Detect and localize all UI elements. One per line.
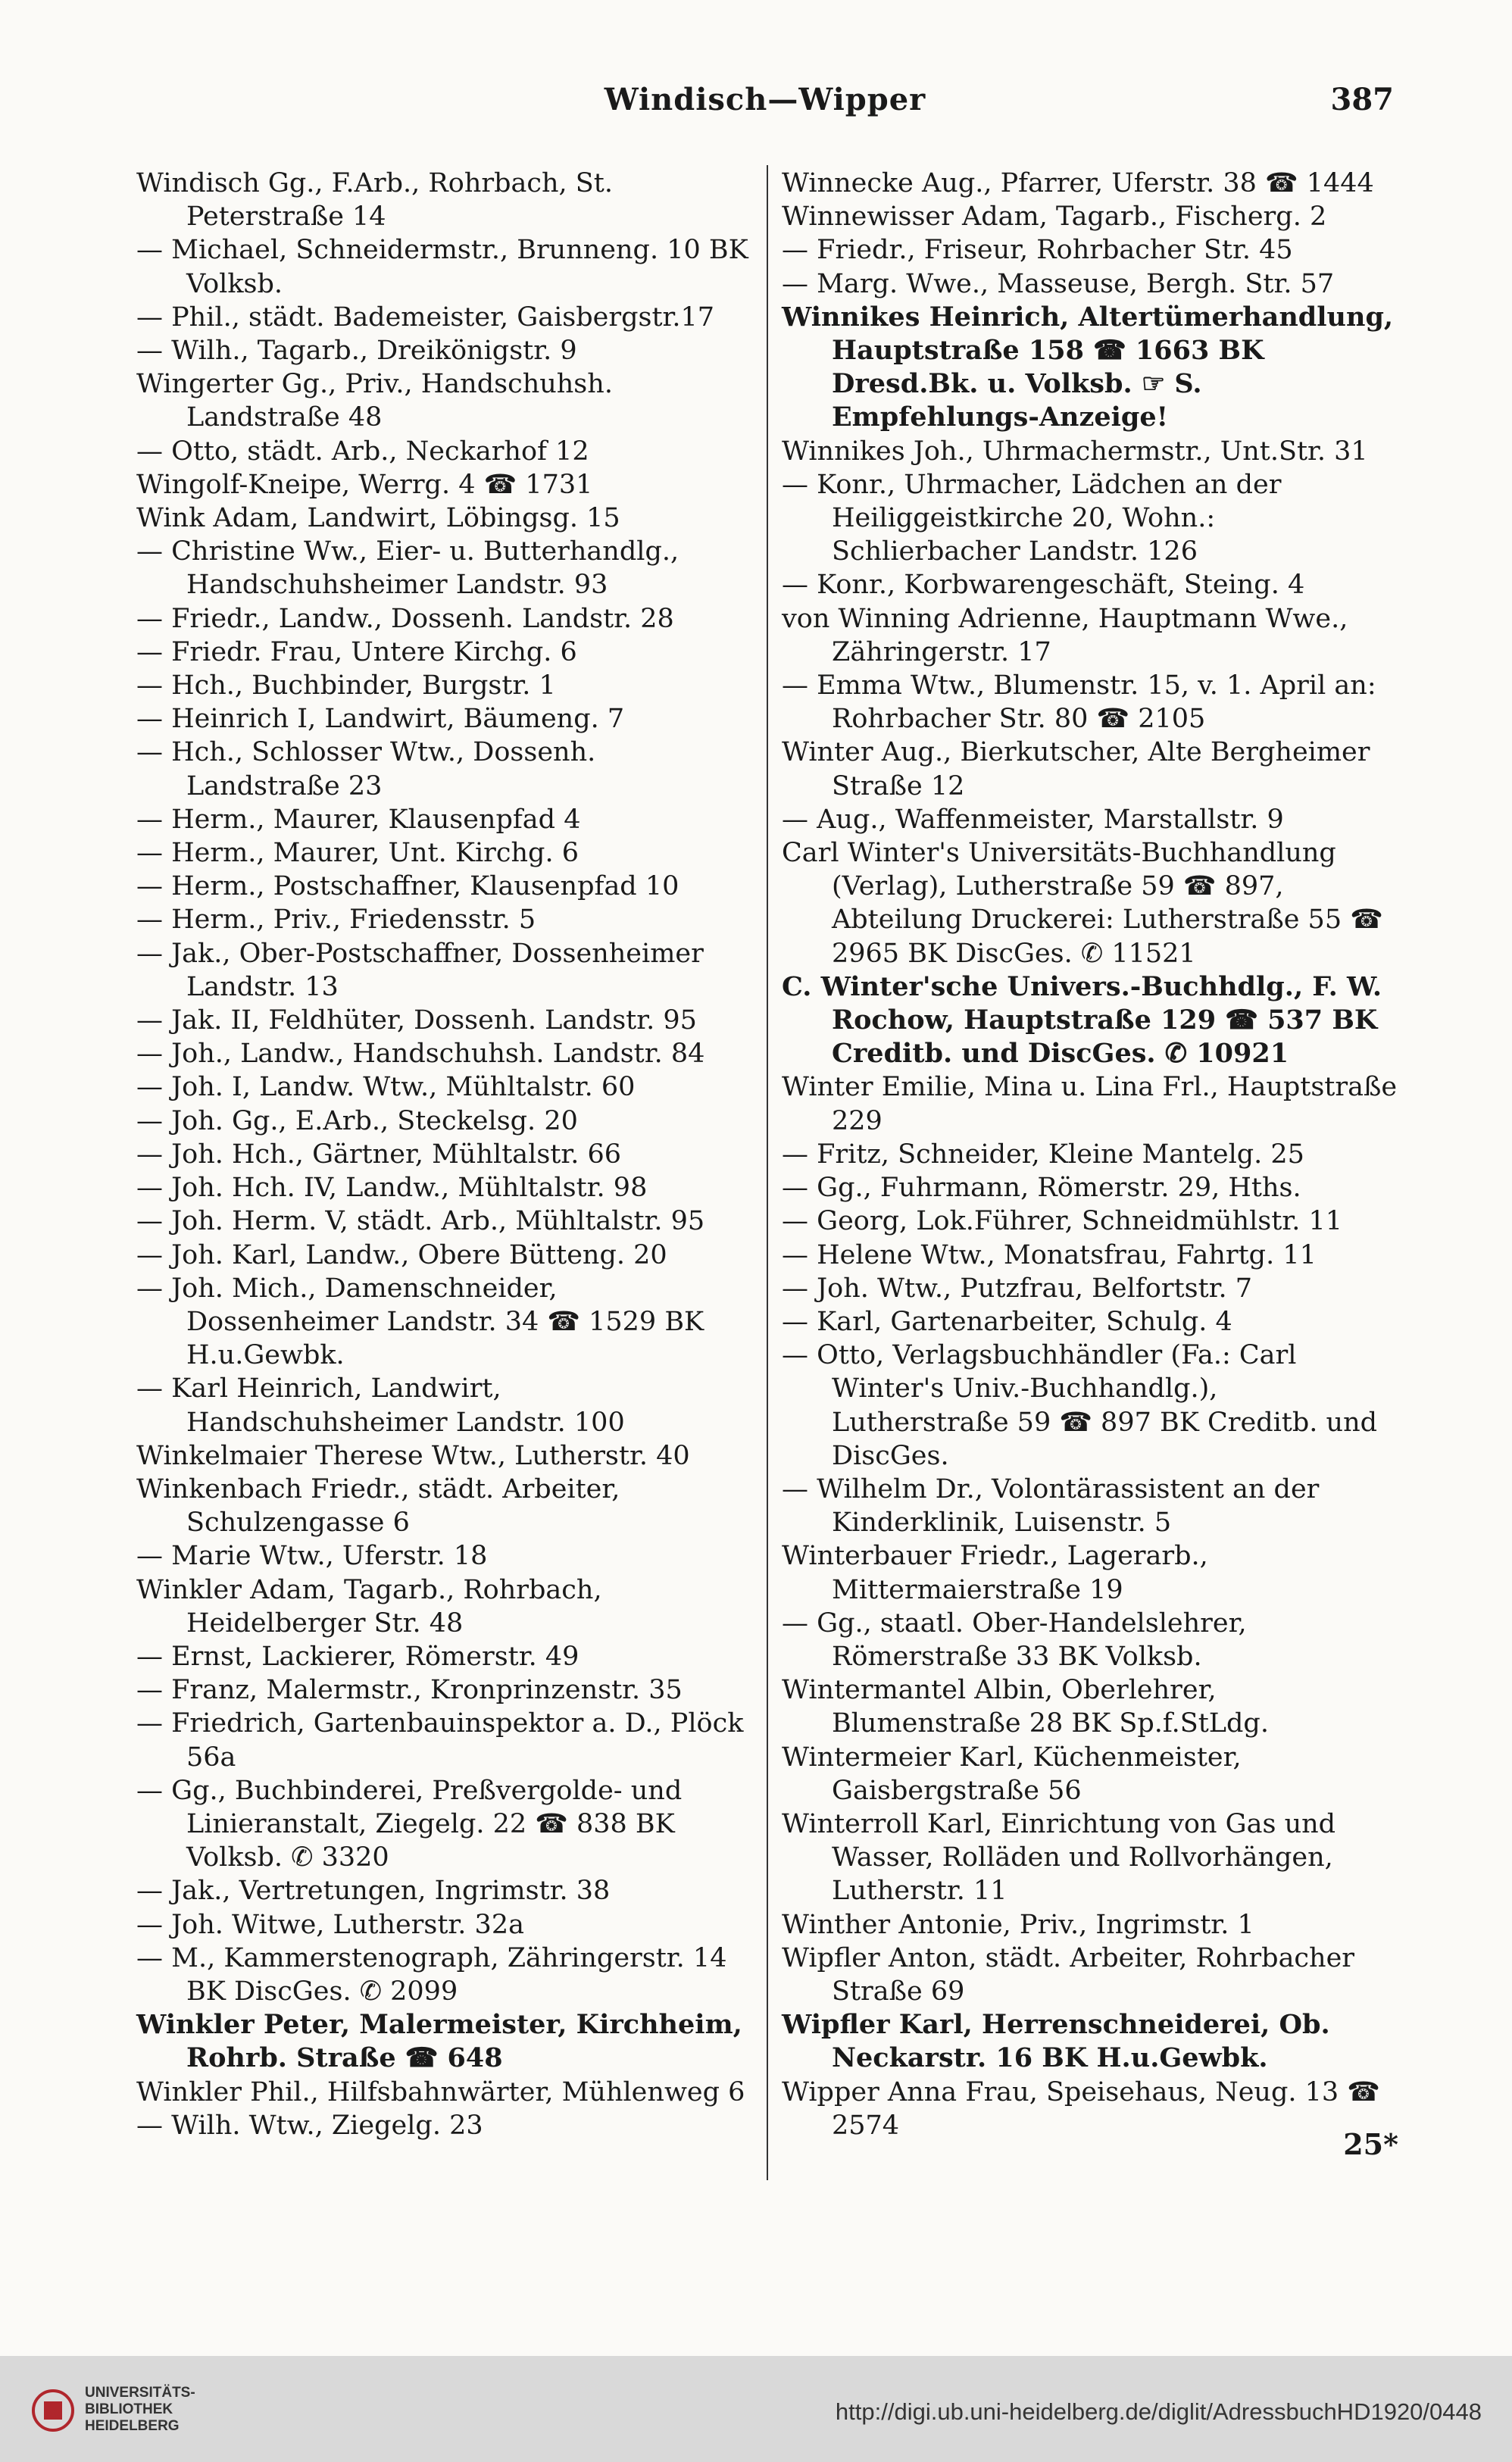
- directory-entry: Winnewisser Adam, Tagarb., Fischerg. 2: [782, 202, 1327, 233]
- directory-entry: Wipper Anna Frau, Speisehaus, Neug. 13 ☎ 2574: [782, 2076, 1380, 2141]
- directory-entry: — Herm., Postschaffner, Klausenpfad 10: [136, 871, 679, 902]
- viewer-footer: [0, 2356, 1512, 2462]
- directory-entry: — Wilhelm Dr., Volontärassistent an der Kinderklinik, Luisenstr. 5: [782, 1473, 1320, 1539]
- directory-entry: — Wilh. Wtw., Ziegelg. 23: [136, 2110, 483, 2141]
- directory-entry: — Aug., Waffenmeister, Marstallstr. 9: [782, 804, 1284, 835]
- directory-entry: — Phil., städt. Bademeister, Gaisbergstr.17: [136, 302, 715, 333]
- directory-entry: Wingerter Gg., Priv., Handschuhsh. Landstraße 48: [136, 369, 613, 433]
- directory-entry: — Herm., Maurer, Unt. Kirchg. 6: [136, 838, 579, 869]
- directory-entry: — Jak. II, Feldhüter, Dossenh. Landstr. 95: [136, 1005, 697, 1036]
- directory-entry: — Herm., Maurer, Klausenpfad 4: [136, 804, 581, 835]
- directory-entry: — Joh. Herm. V, städt. Arb., Mühltalstr. 95: [136, 1206, 705, 1237]
- directory-entry: — Otto, Verlagsbuchhändler (Fa.: Carl Winter's Univ.-Buchhandlg.), Lutherstraße 59 ☎ 897 BK Creditb. und DiscGes.: [782, 1340, 1378, 1471]
- library-name-line: HEIDELBERG: [85, 2418, 180, 2434]
- directory-entry: — Jak., Vertretungen, Ingrimstr. 38: [136, 1876, 611, 1907]
- directory-entry: — Marg. Wwe., Masseuse, Bergh. Str. 57: [782, 268, 1335, 299]
- directory-entry: — Georg, Lok.Führer, Schneidmühlstr. 11: [782, 1206, 1342, 1237]
- directory-entry: — Gg., Fuhrmann, Römerstr. 29, Hths.: [782, 1173, 1301, 1204]
- directory-entry: — Karl, Gartenarbeiter, Schulg. 4: [782, 1306, 1232, 1337]
- directory-entry: Winkler Adam, Tagarb., Rohrbach, Heidelberger Str. 48: [136, 1574, 602, 1639]
- directory-entry: — M., Kammerstenograph, Zähringerstr. 14 BK DiscGes. ✆ 2099: [136, 1942, 727, 2007]
- right-column: [782, 167, 1398, 2142]
- directory-entry: — Emma Wtw., Blumenstr. 15, v. 1. April an: Rohrbacher Str. 80 ☎ 2105: [782, 670, 1376, 735]
- directory-entry: — Gg., staatl. Ober-Handelslehrer, Römerstraße 33 BK Volksb.: [782, 1607, 1247, 1672]
- source-url-link[interactable]: http://digi.ub.uni-heidelberg.de/diglit/AdressbuchHD1920/0448: [835, 2398, 1482, 2425]
- directory-entry: — Joh., Landw., Handschuhsh. Landstr. 84: [136, 1039, 705, 1070]
- directory-entry: Windisch Gg., F.Arb., Rohrbach, St. Peterstraße 14: [136, 168, 613, 233]
- library-name: [85, 2385, 195, 2435]
- directory-entry: — Karl Heinrich, Landwirt, Handschuhsheimer Landstr. 100: [136, 1373, 625, 1438]
- page-number: 387: [1330, 82, 1394, 117]
- directory-entry: — Ernst, Lackierer, Römerstr. 49: [136, 1641, 579, 1672]
- directory-entry: — Fritz, Schneider, Kleine Mantelg. 25: [782, 1139, 1304, 1170]
- directory-entry: — Joh. I, Landw. Wtw., Mühltalstr. 60: [136, 1072, 636, 1103]
- directory-entry: Wink Adam, Landwirt, Löbingsg. 15: [136, 503, 620, 534]
- directory-entry: — Joh. Hch. IV, Landw., Mühltalstr. 98: [136, 1173, 648, 1204]
- directory-entry: — Joh. Gg., E.Arb., Steckelsg. 20: [136, 1105, 578, 1136]
- directory-entry: Winkler Phil., Hilfsbahnwärter, Mühlenweg 6: [136, 2076, 745, 2107]
- directory-entry: Wintermantel Albin, Oberlehrer, Blumenstraße 28 BK Sp.f.StLdg.: [782, 1675, 1269, 1739]
- directory-entry: — Heinrich I, Landwirt, Bäumeng. 7: [136, 704, 625, 735]
- directory-entry: Winterroll Karl, Einrichtung von Gas und Wasser, Rolläden und Rollvorhängen, Lutherstr. 11: [782, 1808, 1336, 1907]
- running-title: Windisch—Wipper: [604, 82, 926, 117]
- directory-entry: — Friedr. Frau, Untere Kirchg. 6: [136, 636, 577, 667]
- column-divider: [767, 165, 768, 2180]
- directory-entry: Winnikes Joh., Uhrmachermstr., Unt.Str. 31: [782, 436, 1368, 467]
- directory-entry: — Wilh., Tagarb., Dreikönigstr. 9: [136, 336, 577, 367]
- directory-entry: Carl Winter's Universitäts-Buchhandlung (Verlag), Lutherstraße 59 ☎ 897, Abteilung Druckerei: Lutherstraße 55 ☎ 2965 BK DiscGes. ✆ 11521: [782, 838, 1383, 969]
- directory-entry: — Jak., Ober-Postschaffner, Dossenheimer Landstr. 13: [136, 938, 704, 1002]
- directory-entry: — Hch., Buchbinder, Burgstr. 1: [136, 670, 556, 701]
- directory-entry: Winterbauer Friedr., Lagerarb., Mittermaierstraße 19: [782, 1541, 1208, 1605]
- directory-entry: — Konr., Korbwarengeschäft, Steing. 4: [782, 570, 1305, 601]
- directory-entry: Winter Aug., Bierkutscher, Alte Bergheimer Straße 12: [782, 737, 1370, 801]
- directory-entry: Winkler Peter, Malermeister, Kirchheim, Rohrb. Straße ☎ 648: [136, 2009, 742, 2074]
- library-logo-icon: [30, 2388, 76, 2433]
- directory-entry: — Joh. Hch., Gärtner, Mühltalstr. 66: [136, 1139, 622, 1170]
- directory-entry: — Marie Wtw., Uferstr. 18: [136, 1541, 488, 1572]
- directory-entry: — Joh. Witwe, Lutherstr. 32a: [136, 1909, 524, 1940]
- directory-entry: — Herm., Priv., Friedensstr. 5: [136, 905, 536, 936]
- directory-entry: — Friedrich, Gartenbauinspektor a. D., Plöck 56a: [136, 1708, 744, 1773]
- directory-entry: C. Winter'sche Univers.-Buchhdlg., F. W. Rochow, Hauptstraße 129 ☎ 537 BK Creditb. und DiscGes. ✆ 10921: [782, 970, 1382, 1070]
- directory-entry: — Konr., Uhrmacher, Lädchen an der Heiliggeistkirche 20, Wohn.: Schlierbacher Landstr. 126: [782, 469, 1282, 567]
- directory-entry: — Friedr., Landw., Dossenh. Landstr. 28: [136, 603, 674, 634]
- directory-entry: Winkelmaier Therese Wtw., Lutherstr. 40: [136, 1440, 690, 1471]
- directory-entry: Winther Antonie, Priv., Ingrimstr. 1: [782, 1909, 1254, 1940]
- page-header: [136, 82, 1394, 127]
- directory-entry: — Hch., Schlosser Wtw., Dossenh. Landstraße 23: [136, 737, 596, 801]
- directory-entry: Winter Emilie, Mina u. Lina Frl., Hauptstraße 229: [782, 1072, 1398, 1136]
- directory-entry: Wintermeier Karl, Küchenmeister, Gaisbergstraße 56: [782, 1742, 1242, 1806]
- directory-entry: Wipfler Anton, städt. Arbeiter, Rohrbacher Straße 69: [782, 1942, 1355, 2007]
- directory-entry: — Friedr., Friseur, Rohrbacher Str. 45: [782, 235, 1293, 266]
- directory-entry: — Helene Wtw., Monatsfrau, Fahrtg. 11: [782, 1239, 1317, 1270]
- library-name-line: UNIVERSITÄTS-: [85, 2385, 195, 2401]
- directory-entry: Wipfler Karl, Herrenschneiderei, Ob. Neckarstr. 16 BK H.u.Gewbk.: [782, 2009, 1330, 2074]
- signature-mark: 25*: [1343, 2127, 1398, 2161]
- directory-entry: — Joh. Karl, Landw., Obere Bütteng. 20: [136, 1239, 667, 1270]
- directory-entry: — Franz, Malermstr., Kronprinzenstr. 35: [136, 1675, 683, 1706]
- directory-entry: — Joh. Mich., Damenschneider, Dossenheimer Landstr. 34 ☎ 1529 BK H.u.Gewbk.: [136, 1273, 704, 1371]
- directory-entry: von Winning Adrienne, Hauptmann Wwe., Zähringerstr. 17: [782, 603, 1348, 667]
- directory-entry: Winkenbach Friedr., städt. Arbeiter, Schulzengasse 6: [136, 1473, 620, 1539]
- directory-entry: — Michael, Schneidermstr., Brunneng. 10 BK Volksb.: [136, 235, 748, 299]
- library-name-line: BIBLIOTHEK: [85, 2401, 173, 2417]
- directory-entry: Winnikes Heinrich, Altertümerhandlung, Hauptstraße 158 ☎ 1663 BK Dresd.Bk. u. Volksb. ☞ S. Empfehlungs-Anzeige!: [782, 301, 1394, 433]
- left-column: [136, 167, 758, 2142]
- directory-entry: — Gg., Buchbinderei, Preßvergolde- und Linieranstalt, Ziegelg. 22 ☎ 838 BK Volksb. ✆ 3320: [136, 1775, 683, 1873]
- directory-entry: Wingolf-Kneipe, Werrg. 4 ☎ 1731: [136, 469, 593, 500]
- directory-entry: — Otto, städt. Arb., Neckarhof 12: [136, 436, 589, 467]
- directory-entry: Winnecke Aug., Pfarrer, Uferstr. 38 ☎ 1444: [782, 168, 1374, 198]
- directory-entry: — Joh. Wtw., Putzfrau, Belfortstr. 7: [782, 1273, 1253, 1304]
- directory-entry: — Christine Ww., Eier- u. Butterhandlg., Handschuhsheimer Landstr. 93: [136, 536, 679, 601]
